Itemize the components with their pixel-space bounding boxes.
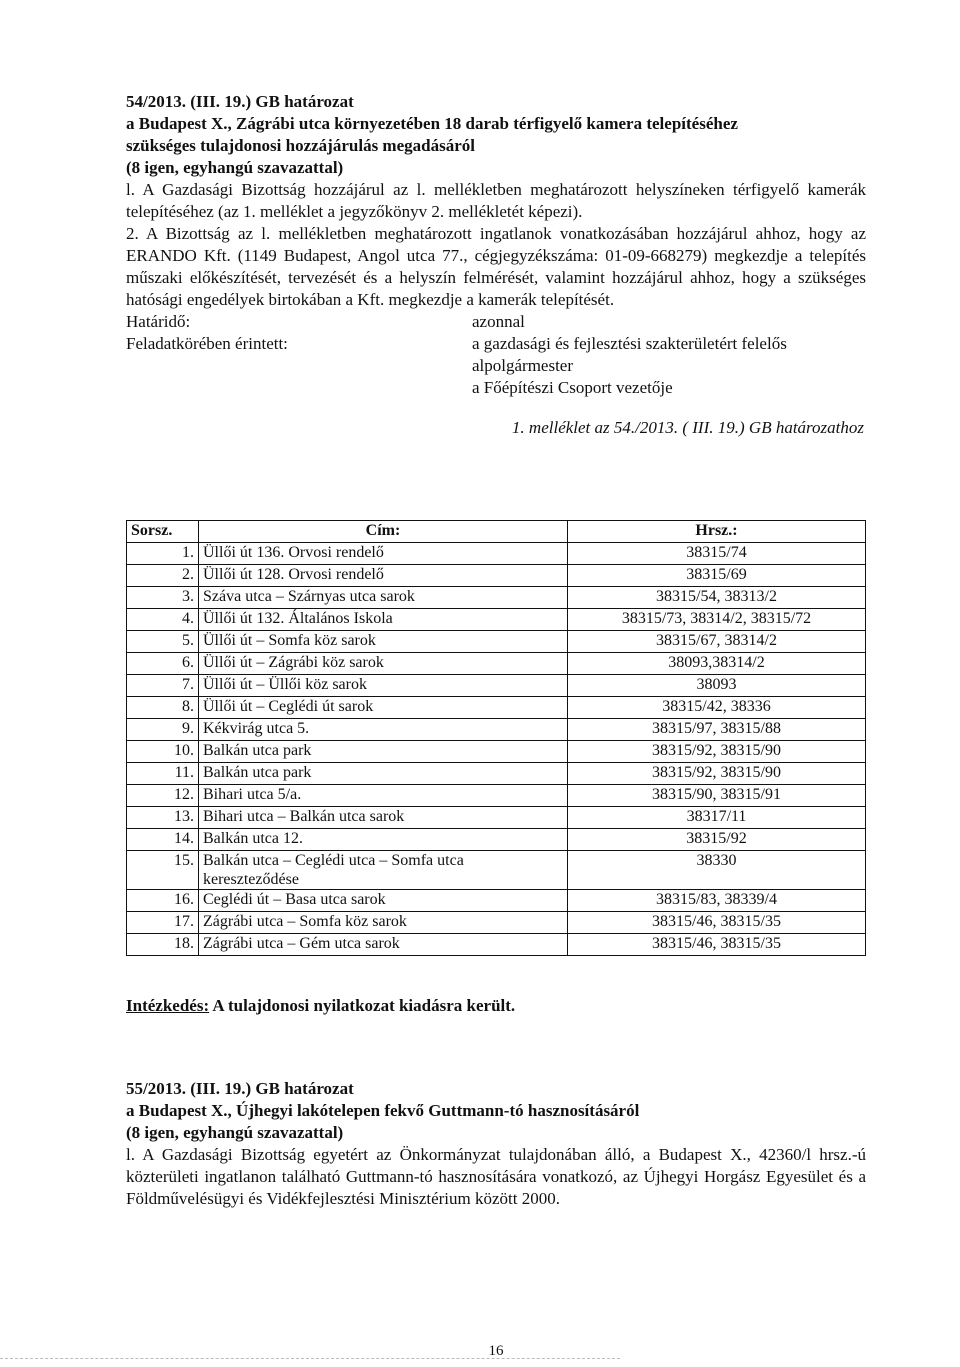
- deadline-label: Határidő:: [126, 312, 191, 331]
- column-header-plot: Hrsz.:: [568, 521, 866, 543]
- row-address: Üllői út – Somfa köz sarok: [199, 631, 568, 653]
- deadline-value: azonnal: [472, 312, 525, 331]
- table-row: [127, 741, 866, 763]
- row-number: 13.: [127, 807, 199, 829]
- row-address: Balkán utca park: [199, 741, 568, 763]
- responsible-label: Feladatkörében érintett:: [126, 334, 288, 353]
- row-number: 9.: [127, 719, 199, 741]
- table-row: [127, 912, 866, 934]
- decision-54-block: [126, 91, 866, 439]
- row-number: 18.: [127, 934, 199, 956]
- row-number: 2.: [127, 565, 199, 587]
- table-row: [127, 653, 866, 675]
- row-plot-number: 38315/83, 38339/4: [568, 890, 866, 912]
- row-number: 12.: [127, 785, 199, 807]
- decision-55-block: [126, 1078, 866, 1210]
- row-address: Bihari utca – Balkán utca sarok: [199, 807, 568, 829]
- row-address: Száva utca – Szárnyas utca sarok: [199, 587, 568, 609]
- annex-reference: 1. melléklet az 54./2013. ( III. 19.) GB határozathoz: [511, 418, 864, 437]
- responsible-line: a gazdasági és fejlesztési szakterületért felelős: [472, 334, 787, 353]
- row-plot-number: 38315/42, 38336: [568, 697, 866, 719]
- table-row: [127, 890, 866, 912]
- column-header-address: Cím:: [199, 521, 568, 543]
- row-address: Kékvirág utca 5.: [199, 719, 568, 741]
- table-row: [127, 631, 866, 653]
- decision-title-line: szükséges tulajdonosi hozzájárulás megadásáról: [126, 136, 475, 155]
- row-address: Zágrábi utca – Gém utca sarok: [199, 934, 568, 956]
- table-row: [127, 807, 866, 829]
- table-row: [127, 719, 866, 741]
- row-plot-number: 38315/46, 38315/35: [568, 934, 866, 956]
- row-address: Üllői út 132. Általános Iskola: [199, 609, 568, 631]
- row-plot-number: 38330: [568, 851, 866, 890]
- row-address: Bihari utca 5/a.: [199, 785, 568, 807]
- table-row: [127, 697, 866, 719]
- responsible-line: a Főépítészi Csoport vezetője: [472, 378, 673, 397]
- table-row: [127, 785, 866, 807]
- row-plot-number: 38315/74: [568, 543, 866, 565]
- row-address: Üllői út – Üllői köz sarok: [199, 675, 568, 697]
- document-page: [126, 91, 866, 1359]
- row-plot-number: 38315/92, 38315/90: [568, 763, 866, 785]
- row-number: 8.: [127, 697, 199, 719]
- page-number: 16: [488, 1343, 504, 1359]
- decision-point-2: 2. A Bizottság az l. mellékletben meghatározott ingatlanok vonatkozásában hozzájárul ahhoz, hogy az ERANDO Kft. (1149 Budapest, Angol utca 77., cégjegyzékszáma: 01-09-668279) megkezdje a telepítés műszaki előkészítését, tervezését és a helyszín felmérését, valamint hozzájárul ahhoz, hogy a szükséges hatósági engedélyek birtokában a Kft. megkezdje a kamerák telepítését.: [126, 224, 866, 309]
- row-number: 6.: [127, 653, 199, 675]
- deadline-row: [126, 311, 866, 333]
- row-address: Zágrábi utca – Somfa köz sarok: [199, 912, 568, 934]
- responsible-row: [126, 333, 866, 399]
- row-number: 14.: [127, 829, 199, 851]
- table-row: [127, 829, 866, 851]
- table-row: [127, 851, 866, 890]
- vote-result: (8 igen, egyhangú szavazattal): [126, 158, 344, 177]
- row-address: Üllői út 128. Orvosi rendelő: [199, 565, 568, 587]
- decision-point-1: l. A Gazdasági Bizottság egyetért az Önkormányzat tulajdonában álló, a Budapest X., 42360/l hrsz.-ú közterületi ingatlanon található Guttmann-tó hasznosítására vonatkozó, az Újhegyi Horgász Egyesület és a Földművelésügyi és Vidékfejlesztési Minisztérium között 2000.: [126, 1145, 866, 1208]
- row-number: 3.: [127, 587, 199, 609]
- responsible-line: alpolgármester: [472, 356, 574, 375]
- table-header-row: [127, 521, 866, 543]
- row-number: 4.: [127, 609, 199, 631]
- decision-header: 55/2013. (III. 19.) GB határozat: [126, 1079, 354, 1098]
- measure-text: A tulajdonosi nyilatkozat kiadásra került.: [209, 996, 516, 1015]
- row-number: 10.: [127, 741, 199, 763]
- row-number: 17.: [127, 912, 199, 934]
- row-plot-number: 38315/90, 38315/91: [568, 785, 866, 807]
- table-row: [127, 675, 866, 697]
- decision-title: a Budapest X., Újhegyi lakótelepen fekvő Guttmann-tó hasznosításáról: [126, 1101, 640, 1120]
- row-number: 16.: [127, 890, 199, 912]
- vote-result: (8 igen, egyhangú szavazattal): [126, 1123, 344, 1142]
- row-address: Üllői út – Zágrábi köz sarok: [199, 653, 568, 675]
- row-plot-number: 38315/46, 38315/35: [568, 912, 866, 934]
- row-number: 1.: [127, 543, 199, 565]
- responsible-value: [472, 333, 866, 399]
- row-plot-number: 38315/54, 38313/2: [568, 587, 866, 609]
- row-address: Üllői út – Ceglédi út sarok: [199, 697, 568, 719]
- row-plot-number: 38093: [568, 675, 866, 697]
- row-plot-number: 38315/69: [568, 565, 866, 587]
- row-plot-number: 38315/73, 38314/2, 38315/72: [568, 609, 866, 631]
- table-row: [127, 565, 866, 587]
- row-plot-number: 38317/11: [568, 807, 866, 829]
- row-address: Üllői út 136. Orvosi rendelő: [199, 543, 568, 565]
- row-address: Ceglédi út – Basa utca sarok: [199, 890, 568, 912]
- row-address: Balkán utca park: [199, 763, 568, 785]
- row-plot-number: 38315/92: [568, 829, 866, 851]
- row-plot-number: 38093,38314/2: [568, 653, 866, 675]
- scan-artifact-line: [0, 1358, 620, 1359]
- row-address: Balkán utca 12.: [199, 829, 568, 851]
- row-number: 7.: [127, 675, 199, 697]
- row-number: 11.: [127, 763, 199, 785]
- row-plot-number: 38315/97, 38315/88: [568, 719, 866, 741]
- table-row: [127, 587, 866, 609]
- table-row: [127, 543, 866, 565]
- table-body: [127, 543, 866, 956]
- column-header-number: Sorsz.: [127, 521, 199, 543]
- row-number: 15.: [127, 851, 199, 890]
- measure-note: [126, 995, 866, 1017]
- table-row: [127, 934, 866, 956]
- row-number: 5.: [127, 631, 199, 653]
- table-row: [127, 763, 866, 785]
- row-plot-number: 38315/67, 38314/2: [568, 631, 866, 653]
- measure-label: Intézkedés:: [126, 996, 210, 1015]
- decision-point-1: l. A Gazdasági Bizottság hozzájárul az l. mellékletben meghatározott helyszíneken térfigyelő kamerák telepítéséhez (az 1. melléklet a jegyzőkönyv 2. mellékletét képezi).: [126, 180, 866, 221]
- row-plot-number: 38315/92, 38315/90: [568, 741, 866, 763]
- decision-header: 54/2013. (III. 19.) GB határozat: [126, 92, 354, 111]
- decision-title-line: a Budapest X., Zágrábi utca környezetében 18 darab térfigyelő kamera telepítéséhez: [126, 114, 738, 133]
- table-row: [127, 609, 866, 631]
- camera-locations-table: [126, 520, 866, 956]
- row-address: Balkán utca – Ceglédi utca – Somfa utca kereszteződése: [199, 851, 568, 890]
